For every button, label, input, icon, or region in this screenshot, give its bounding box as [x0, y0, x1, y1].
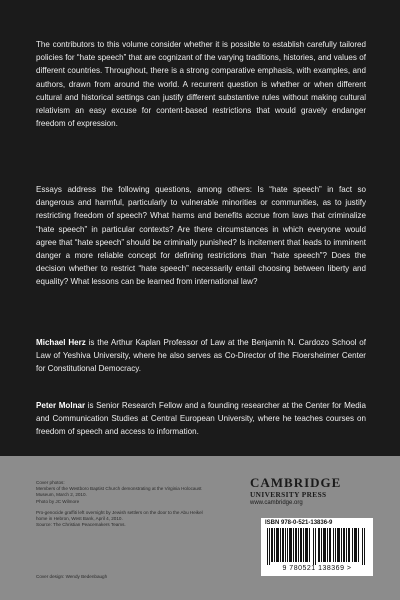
author-name-herz: Michael Herz [36, 338, 86, 347]
publisher-subname: UNIVERSITY PRESS [250, 490, 327, 499]
author-bio-text-molnar: is Senior Research Fellow and a founding researcher at the Center for Media and Communication Studies at Central European University, where he teaches courses on freedom of speech and access to information. [36, 401, 366, 437]
barcode-icon [267, 528, 367, 565]
author-bio-text-herz: is the Arthur Kaplan Professor of Law at the Benjamin N. Cardozo School of Law of Yeshiva University, where he also serves as Co-Director of the Floersheimer Center for Constitutional Democracy. [36, 338, 367, 374]
description-paragraph-2: Essays address the following questions, among others: Is “hate speech” in fact so dangerous and harmful, particularly to vulnerable minorities or communities, as to justify restricting freedom of speech? What harms and benefits accrue from laws that criminalize “hate speech” in particular contexts? Are there circumstances in which everyone would agree that “hate speech” should be criminally punished? Is incitement that leads to imminent danger a more reliable concept for defining restrictions than “hate speech”? Does the decision whether to restrict “hate speech” necessarily entail choosing between liberty and equality? What lessons can be learned from international law? [36, 185, 366, 287]
cover-photos-title: Cover photos: [36, 480, 65, 485]
description-paragraph-1: The contributors to this volume consider whether it is possible to establish carefully tailored policies for “hate speech” that are cognizant of the varying traditions, histories, and values of different countries. Throughout, there is a strong comparative emphasis, with examples, and authors, drawn from around the world. A recurrent question is whether or when different cultural and historical settings can justify different substantive rules without making cultural relativism an easy excuse for content-based restrictions that would gravely endanger freedom of expression. [36, 40, 366, 129]
barcode-number: 9 780521 138369 > [282, 565, 352, 572]
author-name-molnar: Peter Molnar [36, 401, 86, 410]
publisher-logo [250, 476, 380, 507]
cover-photo-credits [36, 480, 206, 533]
photo1-credit: Photo by JC Wilmore [36, 498, 80, 504]
photo-credit-2 [36, 510, 206, 529]
photo-credit-1 [36, 480, 206, 505]
barcode-panel [261, 518, 373, 576]
publisher-url: www.cambridge.org [250, 500, 303, 506]
publisher-name: CAMBRIDGE [250, 475, 342, 490]
photo2-source: Source: The Christian Peacemakers Teams. [36, 522, 126, 528]
photo1-caption: Members of the Westboro Baptist Church demonstrating at the Virginia Holocaust Museum, March 2, 2010. [36, 486, 202, 498]
isbn-label: ISBN 978-0-521-13836-9 [265, 520, 333, 526]
photo2-caption: Pro-genocide graffiti left overnight by Jewish settlers on the door to the Abu Heikel home in Hebron, West Bank, April 4, 2010. [36, 509, 203, 522]
author-bio-molnar [36, 399, 366, 439]
author-bio-herz [36, 336, 366, 376]
cover-design-credit: Cover design: Wendy Bedenbaugh [36, 574, 108, 579]
